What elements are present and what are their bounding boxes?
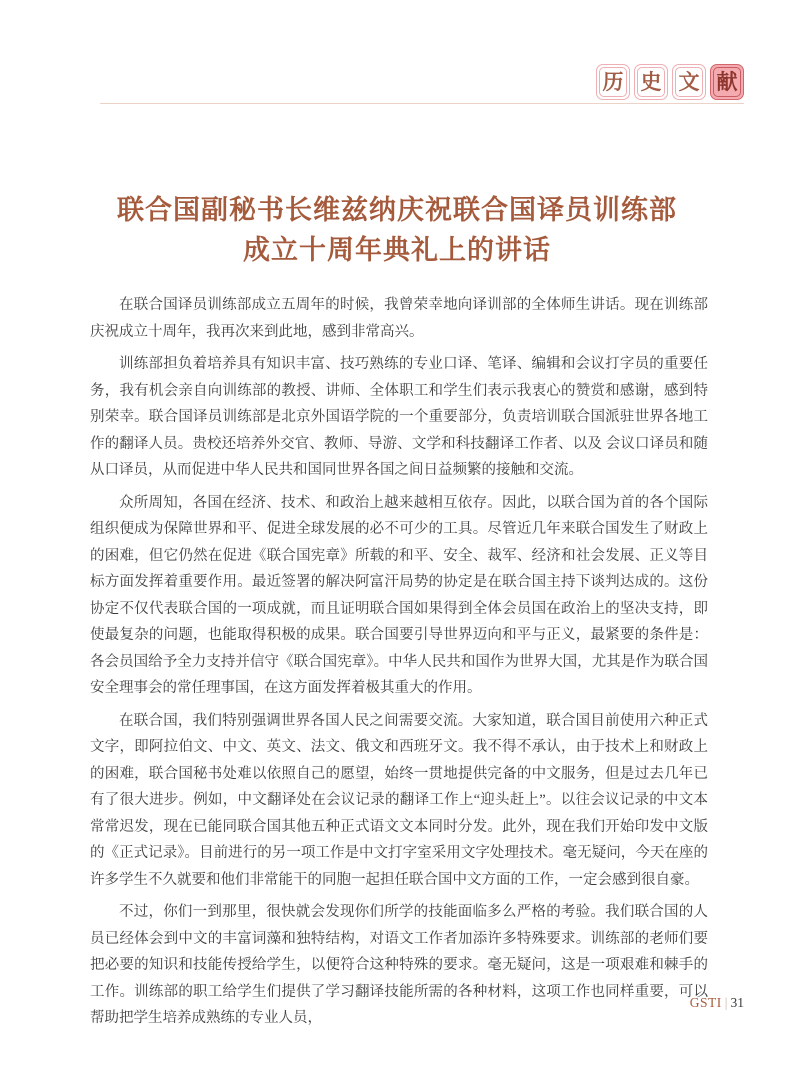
seal-char-label: 历	[599, 67, 627, 97]
article-body	[90, 292, 708, 1038]
seal-char-label: 献	[713, 67, 741, 97]
article-title	[60, 190, 734, 270]
page-number: 31	[730, 995, 744, 1010]
page-header	[100, 64, 744, 100]
paragraph: 在联合国，我们特别强调世界各国人民之间需要交流。大家知道，联合国目前使用六种正式文字，即阿拉伯文、中文、英文、法文、俄文和西班牙文。我不得不承认，由于技术上和财政上的困难，联合国秘书处难以依照自己的愿望，始终一贯地提供完备的中文服务，但是过去几年已有了很大进步。例如，中文翻译处在会议记录的翻译工作上“迎头赶上”。以往会议记录的中文本常常迟发，现在已能同联合国其他五种正式语文文本同时分发。此外，现在我们开始印发中文版的《正式记录》。目前进行的另一项工作是中文打字室采用文字处理技术。毫无疑问，今天在座的许多学生不久就要和他们非常能干的同胞一起担任联合国中文方面的工作，一定会感到很自豪。	[90, 712, 708, 888]
paragraph: 在联合国译员训练部成立五周年的时候，我曾荣幸地向译训部的全体师生讲话。现在训练部庆祝成立十周年，我再次来到此地，感到非常高兴。	[90, 297, 708, 340]
page-footer	[100, 994, 744, 1012]
article-title-line2: 成立十周年典礼上的讲话	[243, 235, 551, 265]
seal-char-label: 文	[675, 67, 703, 97]
paragraph: 不过，你们一到那里，很快就会发现你们所学的技能面临多么严格的考验。我们联合国的人员已经体会到中文的丰富词藻和独特结构，对语文工作者加添许多特殊要求。训练部的老师们要把必要的知识和技能传授给学生，以便符合这种特殊的要求。毫无疑问，这是一项艰难和棘手的工作。训练部的职工给学生们提供了学习翻译技能所需的各种材料，这项工作也同样重要，可以帮助把学生培养成熟练的专业人员，	[90, 904, 708, 1026]
section-badge	[596, 64, 744, 100]
seal-char	[634, 64, 668, 100]
article-title-line1: 联合国副秘书长维兹纳庆祝联合国译员训练部	[117, 195, 677, 225]
header-divider	[100, 103, 744, 104]
seal-char-label: 史	[637, 67, 665, 97]
seal-char-highlighted	[710, 64, 744, 100]
seal-char	[672, 64, 706, 100]
footer-separator: |	[724, 995, 728, 1010]
seal-char	[596, 64, 630, 100]
journal-abbreviation: GSTI	[689, 995, 722, 1010]
paragraph: 众所周知，各国在经济、技术、和政治上越来越相互依存。因此，以联合国为首的各个国际组织便成为保障世界和平、促进全球发展的必不可少的工具。尽管近几年来联合国发生了财政上的困难，但它仍然在促进《联合国宪章》所载的和平、安全、裁军、经济和社会发展、正义等目标方面发挥着重要作用。最近签署的解决阿富汗局势的协定是在联合国主持下谈判达成的。这份协定不仅代表联合国的一项成就，而且证明联合国如果得到全体会员国在政治上的坚决支持，即使最复杂的问题，也能取得积极的成果。联合国要引导世界迈向和平与正义，最紧要的条件是：各会员国给予全力支持并信守《联合国宪章》。中华人民共和国作为世界大国，尤其是作为联合国安全理事会的常任理事国，在这方面发挥着极其重大的作用。	[90, 494, 708, 696]
paragraph: 训练部担负着培养具有知识丰富、技巧熟练的专业口译、笔译、编辑和会议打字员的重要任务，我有机会亲自向训练部的教授、讲师、全体职工和学生们表示我衷心的赞赏和感谢，感到特别荣幸。联合国译员训练部是北京外国语学院的一个重要部分，负责培训联合国派驻世界各地工作的翻译人员。贵校还培养外交官、教师、导游、文学和科技翻译工作者、以及 会议口译员和随从口译员，从而促进中华人民共和国同世界各国之间日益频繁的接触和交流。	[90, 356, 708, 478]
